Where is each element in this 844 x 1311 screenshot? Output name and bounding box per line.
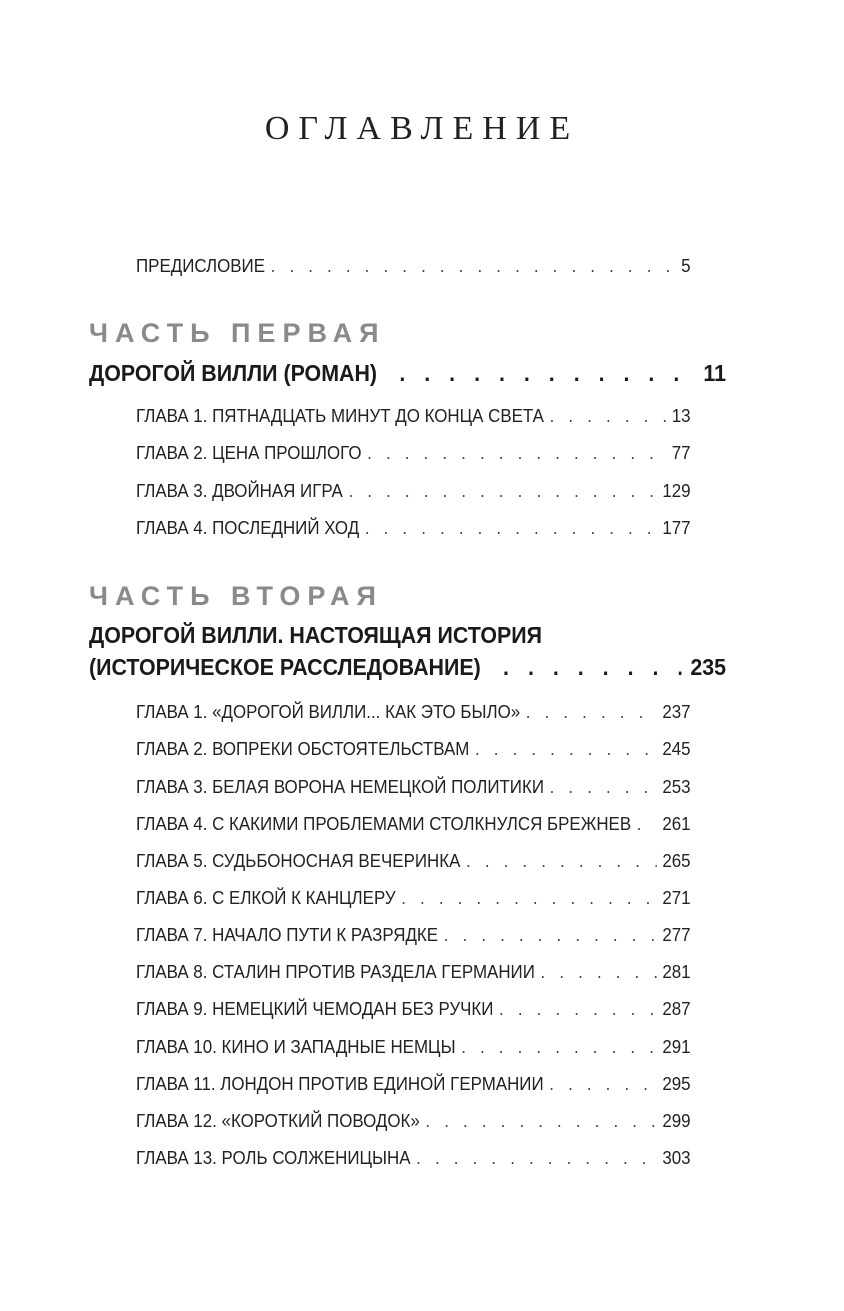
part-heading[interactable]	[89, 360, 727, 387]
toc-entry-page: 237	[662, 702, 691, 722]
page-title: ОГЛАВЛЕНИЕ	[264, 110, 580, 147]
toc-entry-page: 291	[662, 1037, 691, 1057]
dot-leader	[475, 739, 657, 760]
toc-entry-label: ГЛАВА 1. «ДОРОГОЙ ВИЛЛИ... КАК ЭТО БЫЛО»	[136, 702, 521, 722]
toc-entry-page: 271	[662, 888, 691, 908]
dot-leader	[550, 406, 667, 427]
toc-entry-preface[interactable]	[136, 256, 691, 280]
toc-entry-page: 265	[662, 851, 691, 871]
toc-entry-page: 277	[662, 925, 691, 945]
toc-entry[interactable]	[136, 443, 691, 467]
toc-entry[interactable]	[136, 888, 691, 912]
toc-entry-label: ГЛАВА 8. СТАЛИН ПРОТИВ РАЗДЕЛА ГЕРМАНИИ	[136, 962, 535, 982]
dot-leader	[348, 481, 656, 502]
toc-entry[interactable]	[136, 999, 691, 1023]
toc-entry-label: ГЛАВА 4. ПОСЛЕДНИЙ ХОД	[136, 518, 360, 538]
dot-leader	[526, 702, 657, 723]
dot-leader	[367, 443, 666, 464]
toc-entry-label: ГЛАВА 3. БЕЛАЯ ВОРОНА НЕМЕЦКОЙ ПОЛИТИКИ	[136, 777, 544, 797]
toc-entry[interactable]	[136, 1074, 691, 1098]
part-heading-text: (ИСТОРИЧЕСКОЕ РАССЛЕДОВАНИЕ)	[89, 654, 481, 680]
toc-entry[interactable]	[136, 1111, 691, 1135]
dot-leader	[550, 777, 657, 798]
toc-entry-page: 287	[662, 999, 691, 1019]
toc-entry[interactable]	[136, 406, 691, 430]
dot-leader	[461, 1037, 657, 1058]
toc-entry[interactable]	[136, 739, 691, 763]
part-heading[interactable]	[89, 622, 727, 681]
toc-entry-label: ГЛАВА 1. ПЯТНАДЦАТЬ МИНУТ ДО КОНЦА СВЕТА	[136, 406, 544, 426]
toc-entry-page: 13	[671, 406, 691, 426]
dot-leader	[541, 962, 657, 983]
part-label: ЧАСТЬ ПЕРВАЯ	[89, 318, 386, 348]
dot-leader	[637, 814, 657, 835]
toc-entry-label: ГЛАВА 7. НАЧАЛО ПУТИ К РАЗРЯДКЕ	[136, 925, 439, 945]
toc-entry-label: ГЛАВА 6. С ЕЛКОЙ К КАНЦЛЕРУ	[136, 888, 396, 908]
toc-entry-page: 77	[671, 443, 691, 463]
toc-entry-label: ГЛАВА 11. ЛОНДОН ПРОТИВ ЕДИНОЙ ГЕРМАНИИ	[136, 1074, 544, 1094]
toc-entry-label: ГЛАВА 5. СУДЬБОНОСНАЯ ВЕЧЕРИНКА	[136, 851, 461, 871]
toc-entry[interactable]	[136, 777, 691, 801]
dot-leader	[401, 888, 656, 909]
part-heading-page: 235	[690, 654, 727, 680]
toc-entry-page: 261	[662, 814, 691, 834]
toc-entry-label: ГЛАВА 2. ЦЕНА ПРОШЛОГО	[136, 443, 362, 463]
toc-entry-page: 5	[681, 256, 691, 276]
toc-entry-page: 299	[662, 1111, 691, 1131]
toc-entry-page: 245	[662, 739, 691, 759]
toc-entry-label: ГЛАВА 13. РОЛЬ СОЛЖЕНИЦЫНА	[136, 1148, 411, 1168]
dot-leader	[271, 256, 676, 277]
toc-entry-label: ПРЕДИСЛОВИЕ	[136, 256, 266, 276]
toc-entry-label: ГЛАВА 9. НЕМЕЦКИЙ ЧЕМОДАН БЕЗ РУЧКИ	[136, 999, 494, 1019]
part-label: ЧАСТЬ ВТОРАЯ	[89, 581, 383, 611]
toc-entry[interactable]	[136, 925, 691, 949]
part-heading-page: 11	[703, 360, 727, 386]
toc-entry[interactable]	[136, 481, 691, 505]
toc-entry-label: ГЛАВА 3. ДВОЙНАЯ ИГРА	[136, 481, 343, 501]
dot-leader	[503, 654, 681, 681]
toc-entry-label: ГЛАВА 10. КИНО И ЗАПАДНЫЕ НЕМЦЫ	[136, 1037, 456, 1057]
dot-leader	[399, 360, 694, 387]
toc-entry-label: ГЛАВА 4. С КАКИМИ ПРОБЛЕМАМИ СТОЛКНУЛСЯ БРЕЖНЕВ	[136, 814, 632, 834]
dot-leader	[425, 1111, 656, 1132]
dot-leader	[549, 1074, 656, 1095]
dot-leader	[416, 1148, 657, 1169]
toc-entry[interactable]	[136, 1037, 691, 1061]
part-heading-text: ДОРОГОЙ ВИЛЛИ (РОМАН)	[89, 360, 378, 386]
dot-leader	[444, 925, 657, 946]
toc-entry[interactable]	[136, 851, 691, 875]
dot-leader	[365, 518, 657, 539]
toc-entry-page: 303	[662, 1148, 691, 1168]
toc-entry[interactable]	[136, 702, 691, 726]
toc-entry-label: ГЛАВА 12. «КОРОТКИЙ ПОВОДОК»	[136, 1111, 420, 1131]
toc-entry-page: 129	[662, 481, 691, 501]
toc-entry[interactable]	[136, 962, 691, 986]
dot-leader	[466, 851, 657, 872]
toc-entry-page: 253	[662, 777, 691, 797]
toc-entry[interactable]	[136, 518, 691, 542]
toc-entry[interactable]	[136, 814, 691, 838]
toc-entry-label: ГЛАВА 2. ВОПРЕКИ ОБСТОЯТЕЛЬСТВАМ	[136, 739, 470, 759]
toc-entry-page: 295	[662, 1074, 691, 1094]
toc-entry-page: 281	[662, 962, 691, 982]
part-heading-text: ДОРОГОЙ ВИЛЛИ. НАСТОЯЩАЯ ИСТОРИЯ	[89, 622, 542, 648]
dot-leader	[499, 999, 657, 1020]
toc-entry-page: 177	[662, 518, 691, 538]
toc-entry[interactable]	[136, 1148, 691, 1172]
